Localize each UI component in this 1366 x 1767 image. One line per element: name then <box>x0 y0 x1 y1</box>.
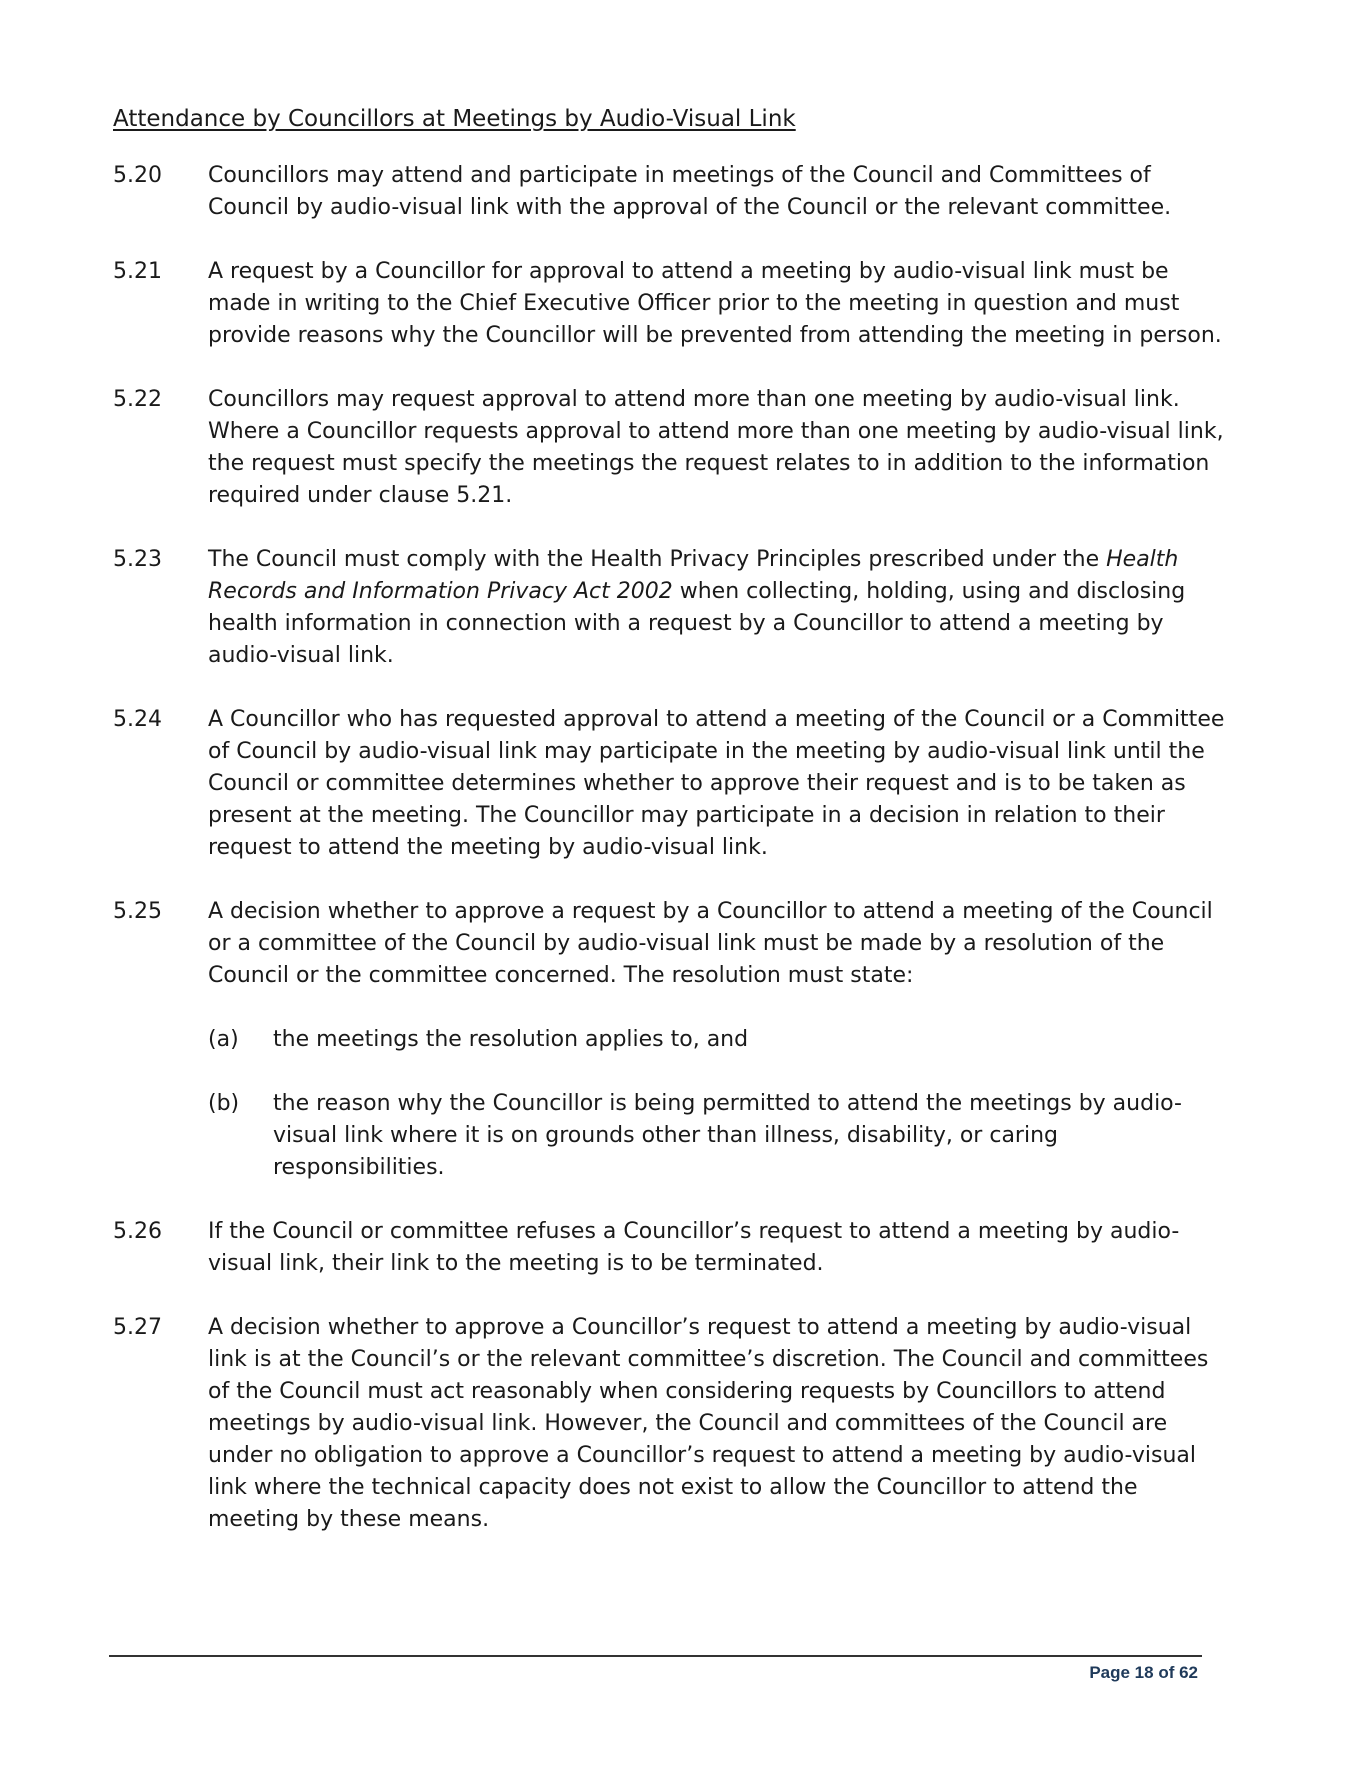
clause-5-21 <box>113 256 1233 352</box>
clause-5-26 <box>113 1216 1233 1280</box>
clause-text <box>208 544 1233 672</box>
clause-5-25 <box>113 896 1233 992</box>
clause-text-part: The Council must comply with the Health Privacy Principles prescribed under the <box>208 547 1107 572</box>
clause-5-20 <box>113 160 1233 224</box>
clause-number: 5.24 <box>113 707 162 732</box>
subclause-b <box>208 1088 1233 1184</box>
clause-text: A decision whether to approve a request by a Councillor to attend a meeting of the Council or a committee of the Council by audio-visual link must be made by a resolution of the Council or the committee concerned. The resolution must state: <box>208 899 1213 988</box>
clause-text: If the Council or committee refuses a Councillor’s request to attend a meeting by audio-visual link, their link to the meeting is to be terminated. <box>208 1219 1180 1276</box>
clause-number: 5.22 <box>113 387 162 412</box>
section-heading: Attendance by Councillors at Meetings by Audio-Visual Link <box>113 106 796 132</box>
clause-number: 5.26 <box>113 1219 162 1244</box>
footer-divider <box>109 1655 1202 1657</box>
subclause-label: (b) <box>208 1091 240 1116</box>
clause-text-part: when collecting, holding, using and disclosing health information in connection with a request by a Councillor to attend a meeting by audio-visual link. <box>208 579 1186 668</box>
subclause-text: the meetings the resolution applies to, and <box>273 1027 749 1052</box>
clauses-list <box>113 160 1233 1568</box>
clause-text: A decision whether to approve a Councillor’s request to attend a meeting by audio-visual link is at the Council’s or the relevant committee’s discretion. The Council and committees of the Council must act reasonably when considering requests by Councillors to attend meetings by audio-visual link. However, the Council and committees of the Council are under no obligation to approve a Councillor’s request to attend a meeting by audio-visual link where the technical capacity does not exist to allow the Councillor to attend the meeting by these means. <box>208 1315 1209 1532</box>
clause-text: Councillors may attend and participate in meetings of the Council and Committees of Council by audio-visual link with the approval of the Council or the relevant committee. <box>208 163 1172 220</box>
clause-number: 5.20 <box>113 163 162 188</box>
act-title: Health Records and Information Privacy Act 2002 <box>208 547 1179 604</box>
clause-text: Councillors may request approval to attend more than one meeting by audio-visual link. Where a Councillor requests approval to attend more than one meeting by audio-visual link, the request must specify the meetings the request relates to in addition to the information required under clause 5.21. <box>208 387 1224 508</box>
clause-number: 5.23 <box>113 547 162 572</box>
clause-5-22 <box>113 384 1233 512</box>
subclause-a <box>208 1024 1233 1056</box>
clause-5-24 <box>113 704 1233 864</box>
clause-5-27 <box>113 1312 1233 1536</box>
subclause-text: the reason why the Councillor is being permitted to attend the meetings by audio-visual link where it is on grounds other than illness, disability, or caring responsibilities. <box>273 1091 1182 1180</box>
clause-text: A request by a Councillor for approval to attend a meeting by audio-visual link must be made in writing to the Chief Executive Officer prior to the meeting in question and must provide reasons why the Councillor will be prevented from attending the meeting in person. <box>208 259 1222 348</box>
clause-number: 5.27 <box>113 1315 162 1340</box>
clause-5-23 <box>113 544 1233 672</box>
page-number: Page 18 of 62 <box>1089 1663 1198 1682</box>
clause-text: A Councillor who has requested approval to attend a meeting of the Council or a Committee of Council by audio-visual link may participate in the meeting by audio-visual link until the Council or committee determines whether to approve their request and is to be taken as present at the meeting. The Councillor may participate in a decision in relation to their request to attend the meeting by audio-visual link. <box>208 707 1225 860</box>
subclause-label: (a) <box>208 1027 239 1052</box>
clause-number: 5.25 <box>113 899 162 924</box>
clause-number: 5.21 <box>113 259 162 284</box>
